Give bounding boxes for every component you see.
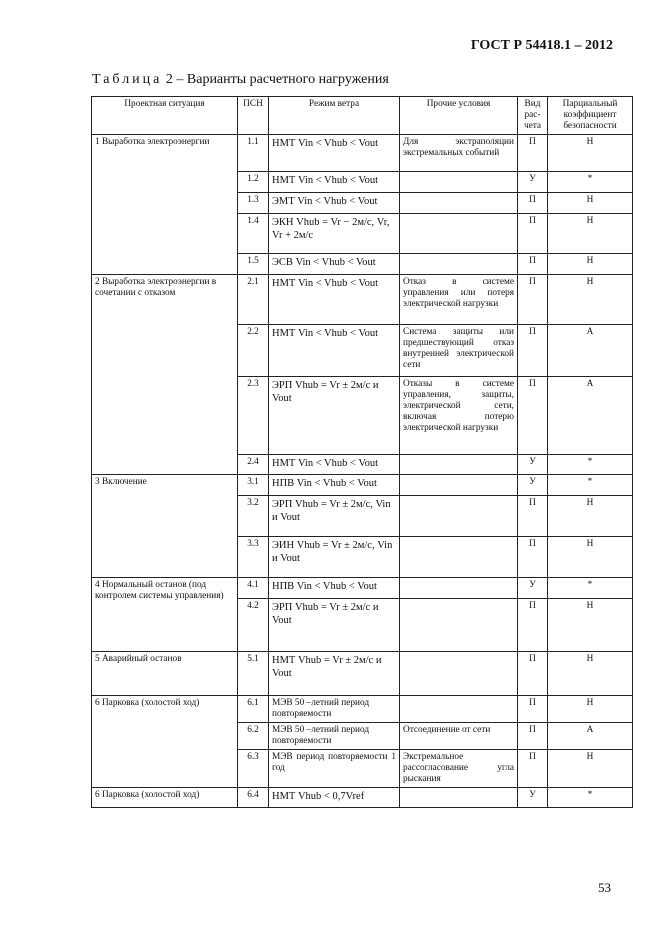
factor-cell: Н [548,135,633,172]
factor-cell: Н [548,193,633,214]
factor-cell: Н [548,214,633,254]
other-cell: Для экстраполяции экстремальных событий [400,135,518,172]
col-header-type: Вид рас-чета [518,97,548,135]
wind-cell: НМТ Vhub = Vr ± 2м/с и Vout [269,652,400,696]
factor-cell: А [548,325,633,377]
table-row [92,475,633,496]
other-cell: Отказы в системе управления, защиты, электрической сети, включая потерю электрической нагрузки [400,377,518,455]
other-cell [400,193,518,214]
table-header-row [92,97,633,135]
wind-cell: НМТ Vin < Vhub < Vout [269,325,400,377]
factor-cell: * [548,475,633,496]
psn-cell: 4.1 [238,578,269,599]
type-cell: П [518,325,548,377]
table-row [92,578,633,599]
psn-cell: 1.3 [238,193,269,214]
type-cell: У [518,788,548,808]
col-header-situation: Проектная ситуация [92,97,238,135]
factor-cell: Н [548,750,633,788]
load-cases-table [91,96,633,808]
table-row [92,275,633,325]
other-cell [400,254,518,275]
type-cell: У [518,475,548,496]
psn-cell: 1.5 [238,254,269,275]
psn-cell: 1.1 [238,135,269,172]
other-cell: Отказ в системе управления или потеря электрической нагрузки [400,275,518,325]
psn-cell: 2.1 [238,275,269,325]
other-cell [400,537,518,578]
other-cell [400,214,518,254]
psn-cell: 3.3 [238,537,269,578]
type-cell: П [518,193,548,214]
table-row [92,652,633,696]
psn-cell: 4.2 [238,599,269,652]
col-header-wind: Режим ветра [269,97,400,135]
wind-cell: МЭВ 50 –летний период повторяемости [269,723,400,750]
psn-cell: 3.1 [238,475,269,496]
other-cell [400,652,518,696]
situation-cell: 2 Выработка электроэнергии в сочетании с отказом [92,275,238,475]
situation-cell: 4 Нормальный останов (под контролем системы управления) [92,578,238,652]
type-cell: П [518,254,548,275]
other-cell: Экстремальное рассогласование угла рыскания [400,750,518,788]
psn-cell: 6.1 [238,696,269,723]
factor-cell: * [548,455,633,475]
psn-cell: 6.4 [238,788,269,808]
other-cell [400,578,518,599]
other-cell [400,475,518,496]
wind-cell: ЭРП Vhub = Vr ± 2м/с и Vout [269,377,400,455]
wind-cell: ЭРП Vhub = Vr ± 2м/с, Vin и Vout [269,496,400,537]
wind-cell: ЭКН Vhub = Vr − 2м/с, Vr, Vr + 2м/с [269,214,400,254]
factor-cell: Н [548,496,633,537]
psn-cell: 5.1 [238,652,269,696]
situation-cell: 3 Включение [92,475,238,578]
psn-cell: 2.3 [238,377,269,455]
wind-cell: НМТ Vin < Vhub < Vout [269,275,400,325]
wind-cell: МЭВ период повторяемости 1 год [269,750,400,788]
type-cell: П [518,696,548,723]
wind-cell: НМТ Vhub < 0,7Vref [269,788,400,808]
other-cell [400,788,518,808]
factor-cell: Н [548,254,633,275]
factor-cell: А [548,377,633,455]
col-header-factor: Парциальный коэффициент безопасности [548,97,633,135]
other-cell: Система защиты или предшествующий отказ внутренней электрической сети [400,325,518,377]
type-cell: П [518,750,548,788]
type-cell: П [518,377,548,455]
wind-cell: ЭИН Vhub = Vr ± 2м/с, Vin и Vout [269,537,400,578]
wind-cell: НМТ Vin < Vhub < Vout [269,455,400,475]
type-cell: П [518,275,548,325]
situation-cell: 6 Парковка (холостой ход) [92,696,238,788]
wind-cell: НПВ Vin < Vhub < Vout [269,578,400,599]
type-cell: П [518,537,548,578]
type-cell: П [518,652,548,696]
factor-cell: Н [548,696,633,723]
type-cell: П [518,214,548,254]
type-cell: П [518,599,548,652]
situation-cell: 5 Аварийный останов [92,652,238,696]
other-cell [400,496,518,537]
table-caption [92,72,389,88]
caption-text: 2 – Варианты расчетного нагружения [165,72,389,87]
situation-cell: 1 Выработка электроэнергии [92,135,238,275]
col-header-other: Прочие условия [400,97,518,135]
page-number: 53 [598,880,611,895]
other-cell [400,172,518,193]
psn-cell: 3.2 [238,496,269,537]
type-cell: П [518,496,548,537]
wind-cell: НМТ Vin < Vhub < Vout [269,135,400,172]
type-cell: П [518,723,548,750]
other-cell [400,455,518,475]
psn-cell: 1.2 [238,172,269,193]
wind-cell: НПВ Vin < Vhub < Vout [269,475,400,496]
wind-cell: ЭСВ Vin < Vhub < Vout [269,254,400,275]
wind-cell: МЭВ 50 –летний период повторяемости [269,696,400,723]
type-cell: У [518,578,548,599]
caption-label: Таблица [92,72,163,87]
other-cell [400,696,518,723]
psn-cell: 6.3 [238,750,269,788]
factor-cell: * [548,578,633,599]
factor-cell: Н [548,537,633,578]
wind-cell: ЭРП Vhub = Vr ± 2м/с и Vout [269,599,400,652]
wind-cell: НМТ Vin < Vhub < Vout [269,172,400,193]
factor-cell: * [548,172,633,193]
table-row [92,135,633,172]
other-cell: Отсоединение от сети [400,723,518,750]
col-header-psn: ПСН [238,97,269,135]
other-cell [400,599,518,652]
factor-cell: Н [548,652,633,696]
wind-cell: ЭМТ Vin < Vhub < Vout [269,193,400,214]
situation-cell: 6 Парковка (холостой ход) [92,788,238,808]
psn-cell: 6.2 [238,723,269,750]
type-cell: У [518,172,548,193]
factor-cell: * [548,788,633,808]
factor-cell: Н [548,599,633,652]
standard-code: ГОСТ Р 54418.1 – 2012 [470,38,613,53]
type-cell: У [518,455,548,475]
psn-cell: 2.4 [238,455,269,475]
table-row [92,788,633,808]
type-cell: П [518,135,548,172]
factor-cell: Н [548,275,633,325]
table-row [92,696,633,723]
factor-cell: А [548,723,633,750]
psn-cell: 2.2 [238,325,269,377]
psn-cell: 1.4 [238,214,269,254]
